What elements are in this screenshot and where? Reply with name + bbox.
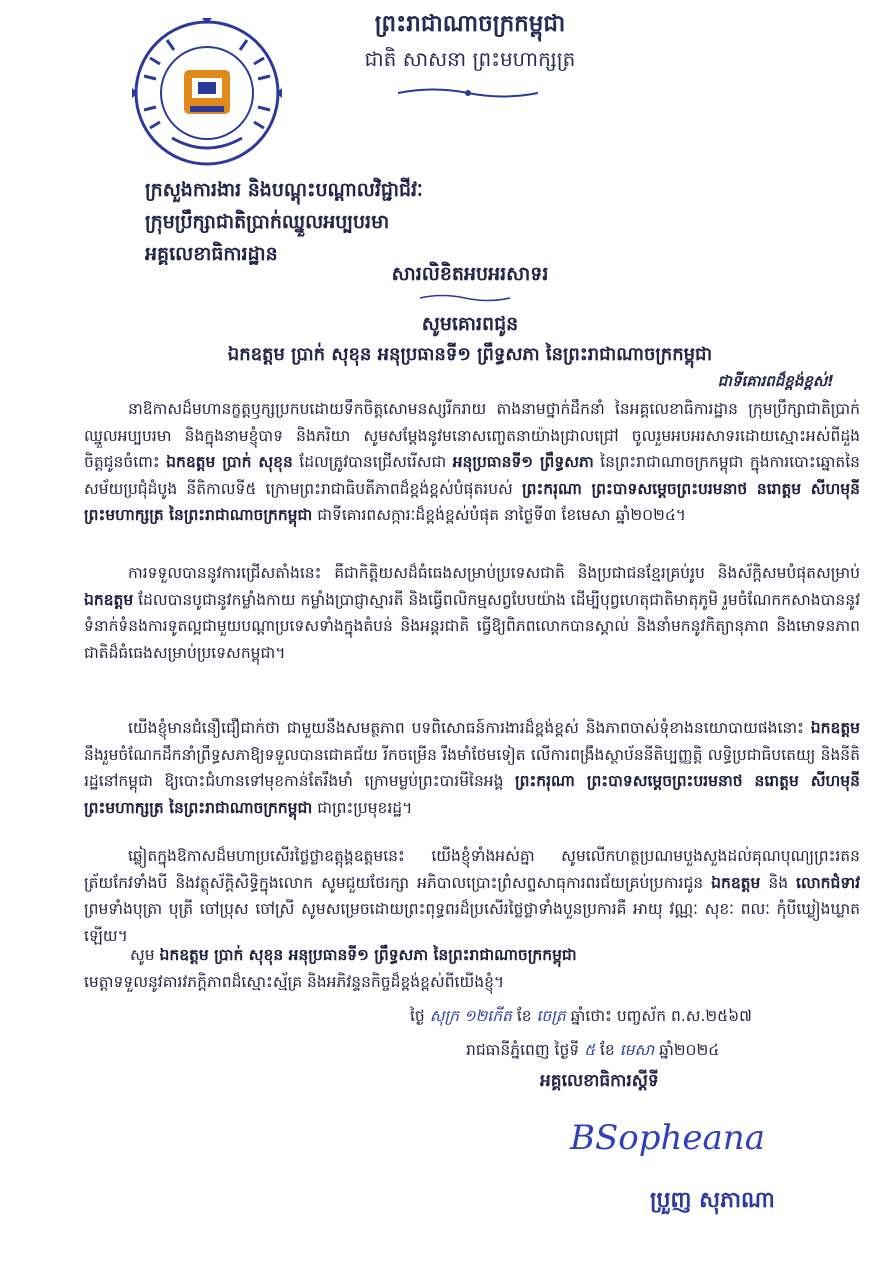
signatory-name: ប្រួញ សុភាណា [650,1188,775,1213]
document-title: សារលិខិតអបអរសាទរ [391,263,549,285]
handwritten-month: មេសា [619,1041,655,1059]
handwritten-lunar-day: សុក្រ ១២កើត [429,1007,512,1025]
kingdom-heading: ព្រះរាជាណាចក្រកម្ពុជា [374,11,566,37]
closing-line-2: មេត្តាទទួលនូវគារវភក្តិភាពដ៏ស្មោះស្ម័គ្រ និងអភិវន្ទនកិច្ចដ៏ខ្ពង់ខ្ពស់ពីយើងខ្ញុំ។ [84,973,505,991]
signatory-position: អគ្គលេខាធិការស្តីទី [540,1071,659,1091]
recipient-line: ឯកឧត្តម ប្រាក់ សុខុន អនុប្រធានទី១ ព្រឹទ្ធសភា នៃព្រះរាជាណាចក្រកម្ពុជា [227,344,713,365]
handwritten-day: ៥ [584,1041,596,1059]
closing-block: សូម ឯកឧត្តម ប្រាក់ សុខុន អនុប្រធានទី១ ព្រឹទ្ធសភា នៃព្រះរាជាណាចក្រកម្ពុជា មេត្តាទទួលនូវគារវភក្តិភាពដ៏ស្មោះស្ម័គ្រ និងអភិវន្ទនកិច្ចដ៏ខ្ពង់ខ្ពស់ពីយើងខ្ញុំ។ [84,942,860,996]
lunar-date: ថ្ងៃ សុក្រ ១២កើត ខែ ចេត្រ ឆ្នាំថោះ បញ្ចស័ក ព.ស.២៥៦៧ [410,1007,752,1025]
salutation: សូមគោរពជូន [421,313,519,335]
national-motto: ជាតិ សាសនា ព្រះមហាក្សត្រ [364,47,576,71]
handwritten-lunar-month: ចេត្រ [536,1007,566,1025]
signature: BSopheana [570,1118,765,1158]
paragraph-2: ការទទួលបាននូវការជ្រើសតាំងនេះ គឺជាកិត្តិយសដ៏ធំធេងសម្រាប់ប្រទេសជាតិ និងប្រជាជនខ្មែរគ្រប់រូប និងស័ក្តិសមបំផុតសម្រាប់ ឯកឧត្តម ដែលបានបូជានូវកម្លាំងកាយ កម្លាំងប្រាជ្ញាស្មារតី និងធ្វើពលិកម្មសព្វបែបយ៉ាង ដើម្បីបុព្វហេតុជាតិមាតុភូមិ រួមចំណែកកសាងបាននូវទំនាក់ទំនងការទូតល្អជាមួយបណ្តាប្រទេសទាំងក្នុងតំបន់ និងអន្តរជាតិ ធ្វើឱ្យពិភពលោកបានស្គាល់ និងនាំមកនូវកិត្យានុភាព និងមោទនភាពជាតិដ៏ធំធេងសម្រាប់ប្រទេសកម្ពុជា។ [84,564,860,662]
title-divider [420,293,510,303]
org-ministry: ក្រសួងការងារ និងបណ្តុះបណ្តាលវិជ្ជាជីវៈ [145,179,423,201]
paragraph-4: ឆ្លៀតក្នុងឱកាសដ៏មហាប្រសើរថ្លៃថ្លាឧត្តុង្គឧត្តមនេះ យើងខ្ញុំទាំងអស់គ្នា សូមលើកហត្ថប្រណមបួងសួងដល់គុណបុណ្យព្រះរតនត្រ័យកែវទាំងបី និងវត្ថុស័ក្តិសិទ្ធិក្នុងលោក សូមជួយថែរក្សា អភិបាលប្រោះព្រំសព្ទសាធុការពរជ័យគ្រប់ប្រការជូន ឯកឧត្តម និង លោកជំទាវ ព្រមទាំងបុត្រា បុត្រី ចៅប្រុស ចៅស្រី សូមសម្រេចដោយព្រះពុទ្ធពរដ៏ប្រសើរថ្លៃថ្លាទាំងបួនប្រការគឺ អាយុ វណ្ណៈ សុខៈ ពលៈ កុំបីឃ្លៀងឃ្លាតឡើយ។ [84,847,860,945]
honorific: ជាទីគោរពដ៏ខ្ពង់ខ្ពស់! [717,372,834,390]
ornament-divider [398,86,538,100]
org-council: ក្រុមប្រឹក្សាជាតិប្រាក់ឈ្នួលអប្បបរមា [145,211,390,233]
gregorian-date: រាជធានីភ្នំពេញ ថ្ងៃទី ៥ ខែ មេសា ឆ្នាំ២០២៤ [466,1041,720,1059]
paragraph-3: យើងខ្ញុំមានជំនឿជឿជាក់ថា ជាមួយនឹងសមត្ថភាព បទពិសោធន៍ការងារដ៏ខ្ពង់ខ្ពស់ និងភាពចាស់ទុំខាងនយោបាយផងនោះ ឯកឧត្តម នឹងរួមចំណែកដឹកនាំព្រឹទ្ធសភាឱ្យទទួលបានជោគជ័យ រីកចម្រើន រឹងមាំថែមទៀត លើការពង្រឹងស្ថាប័ននីតិប្បញ្ញត្តិ លទ្ធិប្រជាធិបតេយ្យ និងនីតិរដ្ឋនៅកម្ពុជា ឱ្យបោះជំហានទៅមុខកាន់តែរឹងមាំ ក្រោមម្លប់ព្រះបារមីនៃអង្គ ព្រះករុណា ព្រះបាទសម្តេចព្រះបរមនាថ នរោត្តម សីហមុនី ព្រះមហាក្សត្រ នៃព្រះរាជាណាចក្រកម្ពុជា ជាព្រះប្រមុខរដ្ឋ។ [84,719,860,817]
paragraph-1: នាឱកាសដ៏មហានក្ខត្តឫក្សប្រកបដោយទឹកចិត្តសោមនស្សរីករាយ តាងនាមថ្នាក់ដឹកនាំ នៃអគ្គលេខាធិការដ្ឋាន ក្រុមប្រឹក្សាជាតិប្រាក់ឈ្នួលអប្បបរមា និងក្នុងនាមខ្ញុំបាទ និងភរិយា សូមសម្តែងនូវមនោសញ្ចេតនាយ៉ាងជ្រាលជ្រៅ ចូលរួមអបអរសាទរដោយស្មោះអស់ពីដួងចិត្តជូនចំពោះ ឯកឧត្តម ប្រាក់ សុខុន ដែលត្រូវបានជ្រើសរើសជា អនុប្រធានទី១ ព្រឹទ្ធសភា នៃព្រះរាជាណាចក្រកម្ពុជា ក្នុងការបោះឆ្នោតនៃសម័យប្រជុំដំបូង នីតិកាលទី៥ ក្រោមព្រះរាជាធិបតីភាពដ៏ខ្ពង់ខ្ពស់បំផុតរបស់ ព្រះករុណា ព្រះបាទសម្តេចព្រះបរមនាថ នរោត្តម សីហមុនី ព្រះមហាក្សត្រ នៃព្រះរាជាណាចក្រកម្ពុជា ជាទីគោរពសក្ការៈដ៏ខ្ពង់ខ្ពស់បំផុត នាថ្ងៃទី៣ ខែមេសា ឆ្នាំ២០២៤។ [84,400,860,524]
org-secretariat: អគ្គលេខាធិការដ្ឋាន [145,243,278,265]
ministry-logo [132,18,282,168]
